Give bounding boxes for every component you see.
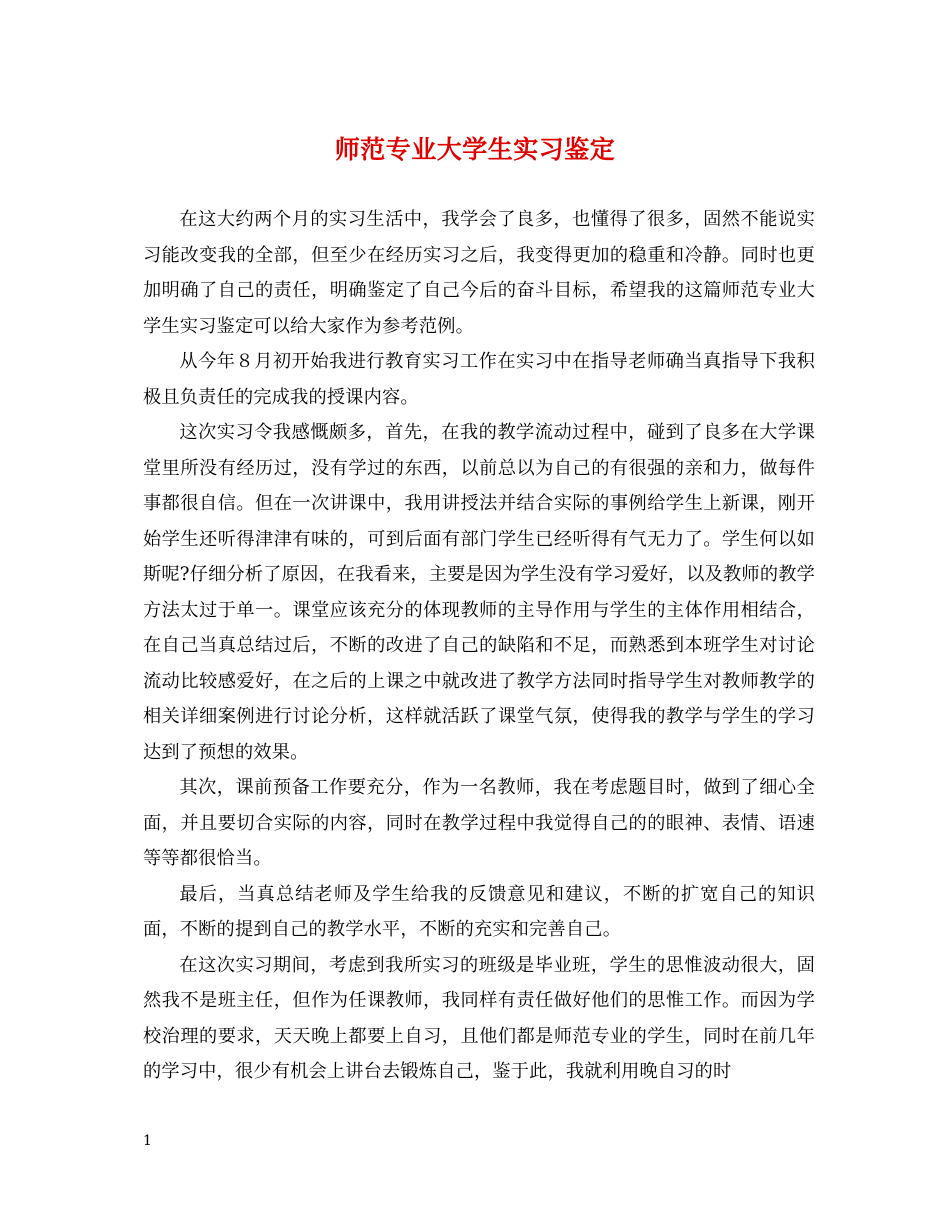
page-number: 1 (143, 1133, 152, 1149)
paragraph: 最后，当真总结老师及学生给我的反馈意见和建议，不断的扩宽自己的知识面，不断的提到自己的教学水平，不断的充实和完善自己。 (143, 883, 815, 940)
paragraph: 在这次实习期间，考虑到我所实习的班级是毕业班，学生的思惟波动很大，固然我不是班主任，但作为任课教师，我同样有责任做好他们的思惟工作。而因为学校治理的要求，天天晚上都要上自习，且他们都是师范专业的学生，同时在前几年的学习中，很少有机会上讲台去锻炼自己，鉴于此，我就利用晚自习的时 (143, 954, 815, 1082)
document-body (143, 202, 815, 1090)
paragraph: 其次，课前预备工作要充分，作为一名教师，我在考虑题目时，做到了细心全面，并且要切合实际的内容，同时在教学过程中我觉得自己的的眼神、表情、语速等等都很恰当。 (143, 777, 815, 869)
paragraph: 从今年８月初开始我进行教育实习工作在实习中在指导老师确当真指导下我积极且负责任的完成我的授课内容。 (143, 351, 815, 408)
document-title: 师范专业大学生实习鉴定 (334, 135, 616, 164)
paragraph: 在这大约两个月的实习生活中，我学会了良多，也懂得了很多，固然不能说实习能改变我的全部，但至少在经历实习之后，我变得更加的稳重和冷静。同时也更加明确了自己的责任，明确鉴定了自己今后的奋斗目标，希望我的这篇师范专业大学生实习鉴定可以给大家作为参考范例。 (143, 209, 815, 337)
paragraph: 这次实习令我感慨颇多，首先，在我的教学流动过程中，碰到了良多在大学课堂里所没有经历过，没有学过的东西，以前总以为自己的有很强的亲和力，做每件事都很自信。但在一次讲课中，我用讲授法并结合实际的事例给学生上新课，刚开始学生还听得津津有味的，可到后面有部门学生已经听得有气无力了。学生何以如斯呢?仔细分析了原因，在我看来，主要是因为学生没有学习爱好，以及教师的教学方法太过于单一。课堂应该充分的体现教师的主导作用与学生的主体作用相结合，在自己当真总结过后，不断的改进了自己的缺陷和不足，而熟悉到本班学生对讨论流动比较感爱好，在之后的上课之中就改进了教学方法同时指导学生对教师教学的相关详细案例进行讨论分析，这样就活跃了课堂气氛，使得我的教学与学生的学习达到了预想的效果。 (143, 422, 815, 763)
